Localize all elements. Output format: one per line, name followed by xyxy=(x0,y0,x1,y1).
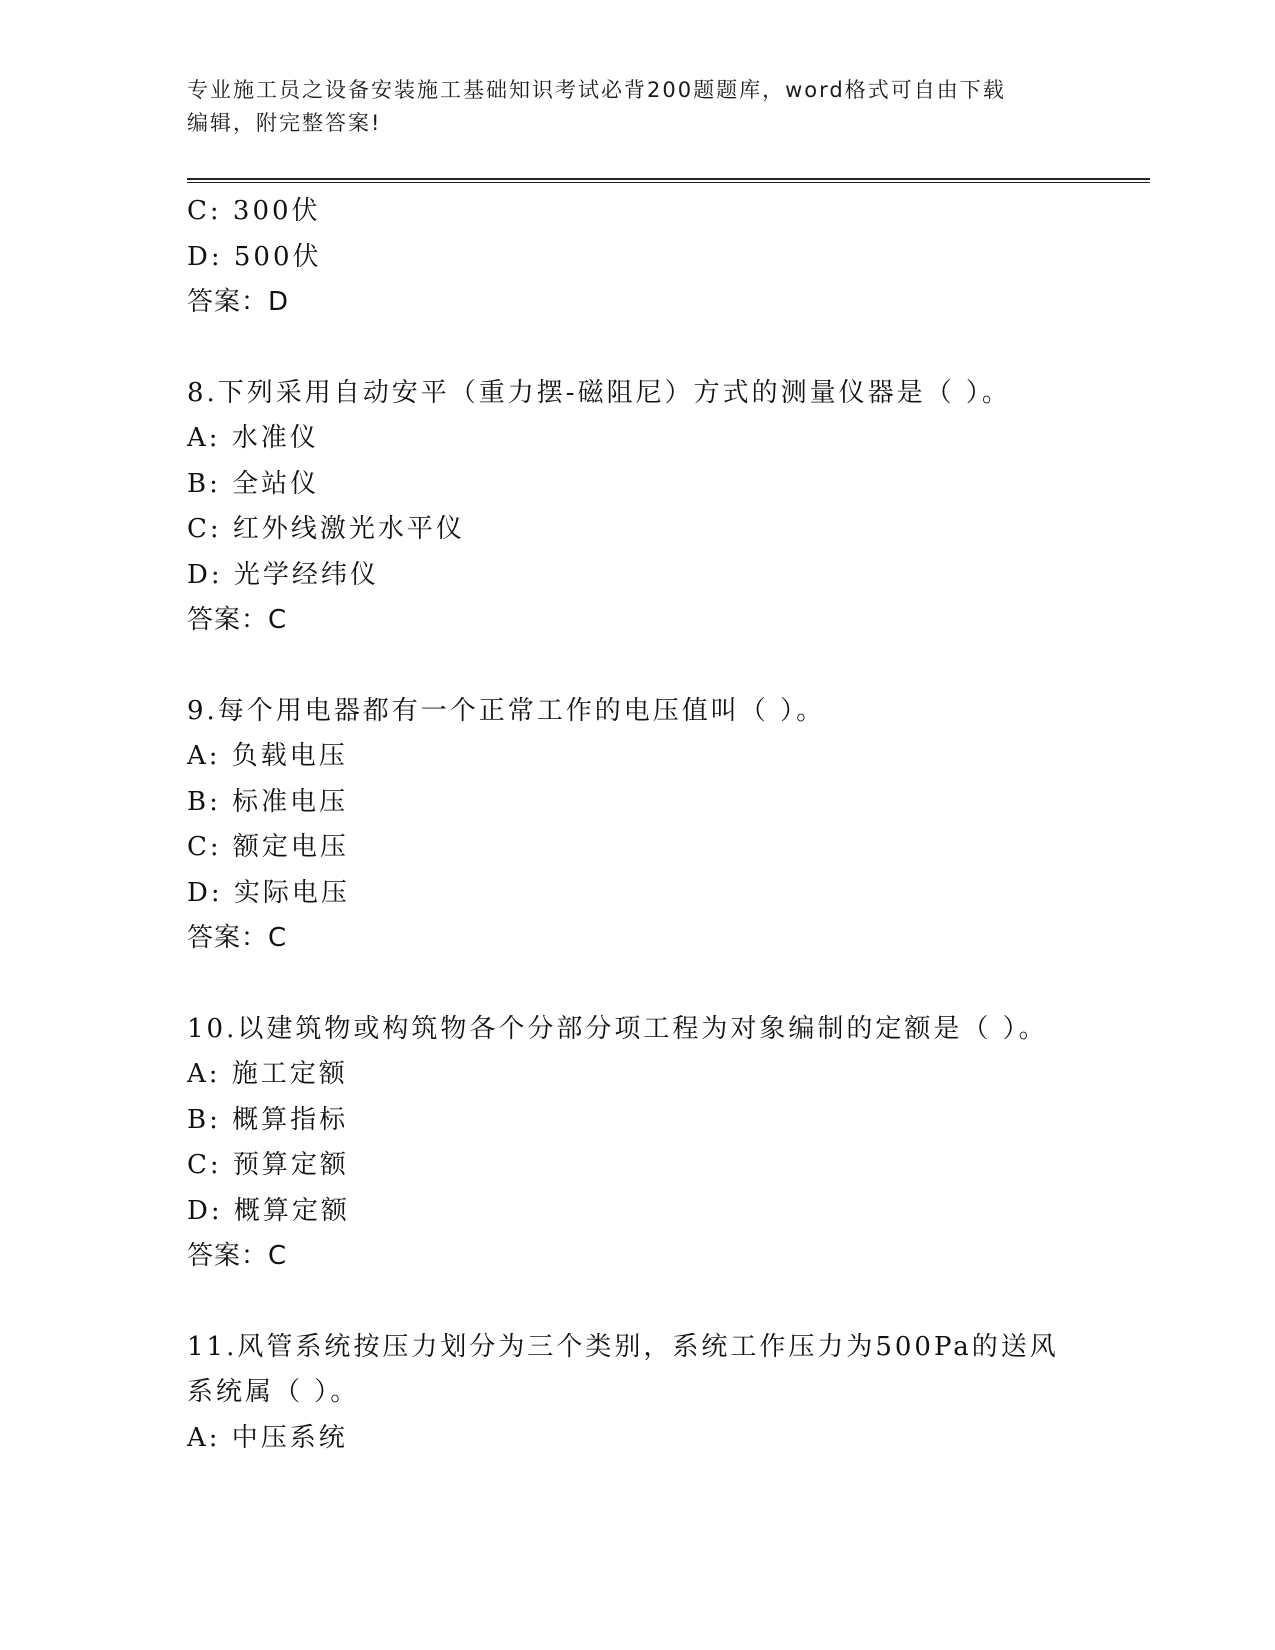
option-b: B: 概算指标 xyxy=(187,1104,349,1135)
answer-line: 答案：C xyxy=(187,923,288,953)
option-d: D: 500伏 xyxy=(187,241,322,272)
option-b: B: 全站仪 xyxy=(187,468,320,499)
spacer xyxy=(187,962,1087,1007)
question-stem: 8.下列采用自动安平（重力摆-磁阻尼）方式的测量仪器是（ ）。 xyxy=(187,377,1011,408)
option-a: A: 水准仪 xyxy=(187,423,319,453)
option-d: D: 实际电压 xyxy=(187,877,350,908)
option-c: C: 预算定额 xyxy=(187,1150,349,1180)
header-divider xyxy=(187,178,1150,180)
spacer xyxy=(187,326,1087,371)
option-c: C: 额定电压 xyxy=(187,832,349,862)
question-stem: 11.风管系统按压力划分为三个类别，系统工作压力为500Pa的送风系统属（ ）。 xyxy=(187,1331,1059,1407)
option-c: C: 红外线激光水平仪 xyxy=(187,514,465,544)
option-c: C: 300伏 xyxy=(187,196,321,226)
answer-line: 答案：D xyxy=(187,287,290,317)
question-list xyxy=(187,189,1087,1461)
answer-line: 答案：C xyxy=(187,1241,288,1271)
option-d: D: 概算定额 xyxy=(187,1195,350,1226)
document-header xyxy=(187,74,1087,140)
question-stem: 10.以建筑物或构筑物各个分部分项工程为对象编制的定额是（ ）。 xyxy=(187,1013,1048,1044)
question-stem: 9.每个用电器都有一个正常工作的电压值叫（ ）。 xyxy=(187,695,826,726)
option-a: A: 负载电压 xyxy=(187,741,348,771)
question-8 xyxy=(187,371,1087,644)
answer-line: 答案：C xyxy=(187,605,288,635)
question-11 xyxy=(187,1325,1087,1462)
spacer xyxy=(187,644,1087,689)
option-a: A: 中压系统 xyxy=(187,1422,348,1453)
option-d: D: 光学经纬仪 xyxy=(187,559,379,590)
header-title-line-1: 专业施工员之设备安装施工基础知识考试必背200题题库，word格式可自由下载 xyxy=(187,78,1006,102)
option-b: B: 标准电压 xyxy=(187,786,349,817)
question-7-continued xyxy=(187,189,1087,326)
option-a: A: 施工定额 xyxy=(187,1059,348,1089)
header-divider-thin xyxy=(187,182,1150,183)
header-title-line-2: 编辑，附完整答案! xyxy=(187,111,382,135)
spacer xyxy=(187,1280,1087,1325)
question-10 xyxy=(187,1007,1087,1280)
question-9 xyxy=(187,689,1087,962)
